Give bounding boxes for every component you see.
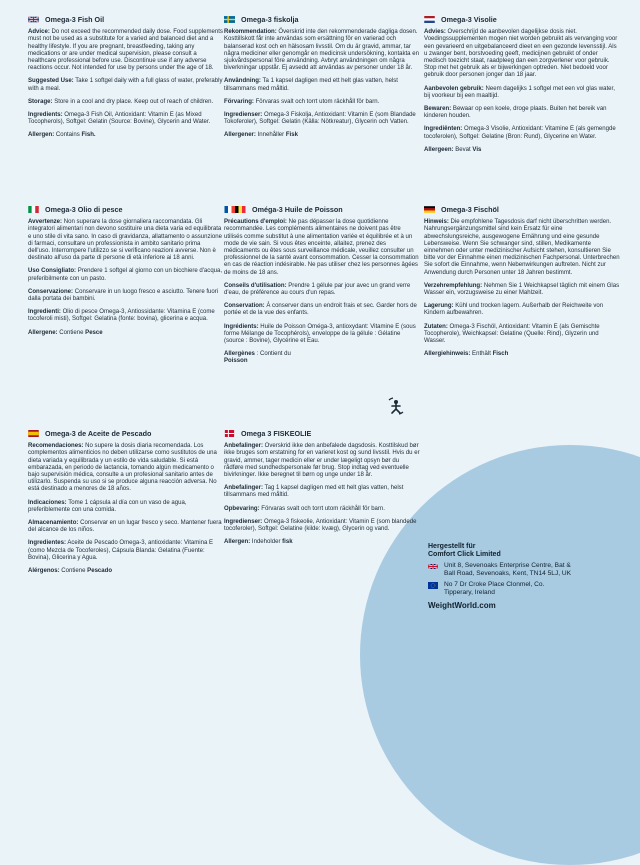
storage-paragraph: Lagerung: Kühl und trocken lagern. Außerhalb der Reichweite von Kindern aufbewahren. [424,303,604,317]
ingredients-paragraph: Ingredienti: Olio di pesce Omega-3, Antiossidante: Vitamina E (come tocoferoli misti), Softgel: Gelatina (fonte: bovina), glicerina e acqua. [28,309,215,323]
uk-address-row [428,562,628,578]
section-da [224,430,420,552]
ingredients-paragraph: Ingrédients: Huile de Poisson Oméga-3, antioxydant: Vitamine E (sous forme Mélange de Tocophérols), enveloppe de la gélule : Gélatine (source : Bovine), Glycérine et Eau. [224,323,416,345]
section-header [424,16,620,23]
section-title: Omega-3 Olio di pesce [45,205,123,214]
section-fr [224,206,420,372]
storage-paragraph: Opbevaring: Förvaras svalt och torrt utom räckhåll för barn. [224,505,385,512]
section-es [28,430,224,581]
allergen-paragraph: Allergene: Contiene Pesce [28,329,103,336]
section-title: Omega-3 Fischöl [441,205,499,214]
made-for-label: Hergestellt für [428,543,476,550]
section-header [28,16,224,23]
storage-paragraph: Conservation: À conserver dans un endroit frais et sec. Garder hors de portée et de la vue des enfants. [224,303,417,317]
section-sv [224,16,420,146]
recycling-logo-icon [386,396,406,416]
advice-paragraph: Rekommendation: Överskrid inte den rekommenderade dagliga dosen. Kosttillskott får inte användas som ersättning för en varierad och balanserad kost och en hälsosam livsstil. Om du är gravid, ammar, tar några mediciner eller genomgår en medicinsk undersökning, kontakta en sjukvårdspersonal före användning. Avbryt användningen om några biverkningar uppstår. Ej avsedd att användas av personer under 18 år. [224,29,419,72]
denmark-flag-icon [224,430,235,437]
germany-flag-icon [424,206,435,213]
section-title: Oméga-3 Huile de Poisson [252,205,343,214]
usage-paragraph: Verzehrempfehlung: Nehmen Sie 1 Weichkapsel täglich mit einem Glas Wasser ein, vorzugsweise zu einer Mahlzeit. [424,282,620,297]
allergen-paragraph: Allergènes : Contient du Poisson [224,351,291,365]
section-title: Omega 3 FISKEOLIE [241,429,312,438]
allergen-paragraph: Allergener: Innehåller Fisk [224,132,298,139]
company-name: Comfort Click Limited [428,551,501,558]
usage-paragraph: Suggested Use: Take 1 softgel daily with a full glass of water, preferably with a meal. [28,78,223,92]
allergen-paragraph: Alérgenos: Contiene Pescado [28,568,113,575]
ingredients-paragraph: Ingredienser: Omega-3 fiskeolie, Antioxidant: Vitamin E (som blandede tocoferoler), Softgel: Gelatine (kilde: kvæg), Glycerin og vand. [224,518,417,533]
storage-paragraph: Bewaren: Bewaar op een koele, droge plaats. Buiten het bereik van kinderen houden. [424,106,607,120]
advice-paragraph: Avvertenze: Non superare la dose giornaliera raccomandata. Gli integratori alimentari non devono sostituire una dieta varia ed equilibrata e uno stile di vita sano. In caso di gravidanza, allattamento o assunzione di farmaci, consultare un professionista in ambito sanitario prima dell'uso. Interrompere l'utilizzo se si verificano reazioni avverse. Non è destinato all'uso da parte di persone di età inferiore ai 18 anni. [28,219,222,262]
usage-paragraph: Användning: Ta 1 kapsel dagligen med ett helt glas vatten, helst tillsammans med måltid. [224,78,398,92]
italy-flag-icon [28,206,39,213]
ingredients-paragraph: Ingredienser: Omega-3 Fiskolja, Antioxidant: Vitamin E (som Blandade Tokoferoler), Softgel: Gelatin (Källa: Nötkreatur), Glycerin och Vatten. [224,112,416,126]
usage-paragraph: Uso Consigliato: Prendere 1 softgel al giorno con un bicchiere d'acqua, preferibilmente con un pasto. [28,268,223,282]
section-header [28,206,224,213]
advice-paragraph: Advice: Do not exceed the recommended daily dose. Food supplements must not be used as a substitute for a varied and balanced diet and a healthy lifestyle. If you are pregnant, breastfeeding, taking any medications or are under medical supervision, please consult a healthcare professional before use. Discontinue use if any adverse reactions occur. Not intended for use by persons under the age of 18. [28,29,223,72]
section-title: Omega-3 Fish Oil [45,15,105,24]
sweden-flag-icon [224,16,235,23]
allergen-paragraph: Allergiehinweis: Enthält Fisch [424,351,509,358]
storage-paragraph: Förvaring: Förvaras svalt och torrt utom räckhåll för barn. [224,98,380,105]
section-header [424,206,620,213]
section-title: Omega-3 fiskolja [241,15,299,24]
storage-paragraph: Conservazione: Conservare in un luogo fresco e asciutto. Tenere fuori dalla portata dei bambini. [28,288,219,303]
section-title: Omega-3 Visolie [441,15,497,24]
ingredients-paragraph: Zutaten: Omega-3 Fischöl, Antioxidant: Vitamin E (als Gemischte Tocopherole), Weichkapsel: Gelatine (Quelle: Rind), Glyzerin und Wasser. [424,323,600,345]
spain-flag-icon [28,430,39,437]
section-title: Omega-3 de Aceite de Pescado [45,429,152,438]
section-de [424,206,620,364]
eu-flag-icon [428,582,438,589]
usage-paragraph: Conseils d'utilisation: Prendre 1 gélule par jour avec un grand verre d'eau, de préférence au cours d'un repas. [224,282,411,297]
usage-paragraph: Aanbevolen gebruik: Neem dagelijks 1 softgel met een vol glas water, bij voorkeur bij een maaltijd. [424,85,615,99]
uk-address: Unit 8, Sevenoaks Enterprise Centre, Bat & Ball Road, Sevenoaks, Kent, TN14 5LJ, UK [444,562,572,577]
allergen-paragraph: Allergen: Contains Fish. [28,132,96,139]
website-link[interactable]: WeightWorld.com [428,601,496,610]
uk-flag-icon [28,16,39,23]
advice-paragraph: Advies: Overschrijd de aanbevolen dagelijkse dosis niet. Voedingssupplementen mogen niet worden gebruikt als vervanging voor een gevarieerd en uitgebalanceerd dieet en een gezonde levensstijl. Als u zwanger bent, borstvoeding geeft, medicijnen gebruikt of onder medisch toezicht staat, raadpleeg dan een zorgverlener voor gebruik. Stop met het gebruik als er bijwerkingen optreden. Niet bedoeld voor gebruik door personen jonger dan 18 jaar. [424,29,618,79]
storage-paragraph: Almacenamiento: Conservar en un lugar fresco y seco. Mantener fuera del alcance de los niños. [28,520,222,534]
usage-paragraph: Anbefalinger: Tag 1 kapsel dagligen med ett helt glas vatten, helst tillsammans med måltid. [224,485,404,499]
section-it [28,206,224,343]
section-en [28,16,224,146]
section-header [224,430,420,437]
advice-paragraph: Anbefalinger: Overskrid ikke den anbefalede dagsdosis. Kosttilskud bør ikke bruges som erstatning for en varieret kost og sund livsstil. Hvis du er gravid, ammer, tager medicin eller er under lægeligt opsyn bør du rådføre med sundhedspersonale før brug. Stop indtag ved eventuelle bivirkninger. Ikke beregnet til børn og unge under 18 år. [224,443,420,479]
advice-paragraph: Précautions d'emploi: Ne pas dépasser la dose quotidienne recommandée. Les compléments alimentaires ne doivent pas être utilisés comme substitut à une alimentation variée et équilibrée et à un mode de vie sain. Si vous êtes enceinte, allaitez, prenez des médicaments ou êtes sous surveillance médicale, veuillez consulter un professionnel de la santé avant consommation. Cesser la consommation en cas de réaction indésirable. Ne pas utiliser chez les personnes âgées de moins de 18 ans. [224,219,419,276]
uk-flag-icon [428,563,438,570]
allergen-paragraph: Allergen: Indeholder fisk [224,539,293,546]
ie-address-row [428,581,628,597]
section-header [224,16,420,23]
netherlands-flag-icon [424,16,435,23]
ingredients-paragraph: Ingredients: Omega-3 Fish Oil, Antioxidant: Vitamin E (as Mixed Tocopherols), Softgel: Gelatin (Source: Bovine), Glycerin and Water. [28,112,211,126]
allergen-paragraph: Allergeen: Bevat Vis [424,146,482,153]
section-header [224,206,420,213]
section-nl [424,16,620,160]
section-header [28,430,224,437]
france-belgium-flags-icon [224,206,246,213]
manufacturer-footer [428,543,628,610]
usage-paragraph: Indicaciones: Tome 1 cápsula al día con un vaso de agua, preferiblemente con una comida. [28,499,187,513]
ie-address: No 7 Dr Croke Place Clonmel, Co. Tipperary, Ireland [444,581,545,596]
ingredients-paragraph: Ingrediënten: Omega-3 Visolie, Antioxidant: Vitamine E (als gemengde tocoferolen), Softgel: Gelatine (Bron: Rund), Glycerine en Water. [424,126,616,140]
storage-paragraph: Storage: Store in a cool and dry place. Keep out of reach of children. [28,98,214,105]
ingredients-paragraph: Ingredientes: Aceite de Pescado Omega-3, antioxidante: Vitamina E (como Mezcla de Tocoferoles), Cápsula Blanda: Gelatina (Fuente: Bovina), Glicerina y Agua. [28,540,214,561]
advice-paragraph: Hinweis: Die empfohlene Tagesdosis darf nicht überschritten werden. Nahrungsergänzungsmittel sind kein Ersatz für eine abwechslungsreiche, ausgewogene Ernährung und eine gesunde Lebensweise. Wenn Sie schwanger sind, stillen, Medikamente einnehmen oder unter medizinischer Aufsicht stehen, konsultieren Sie bitte vor der Einnahme einen medizinischen Fachpersonal. Unterbrechen Sie sofort die Einnahme, wenn Nebenwirkungen auftreten. Nicht zur Anwendung durch Personen unter 18 Jahren bestimmt. [424,219,620,276]
advice-paragraph: Recomendaciones: No supere la dosis diaria recomendada. Los complementos alimenticios no deben utilizarse como sustitutos de una dieta variada y equilibrada y un estilo de vida saludable. Si está embarazada, en periodo de lactancia, tomando algún medicamento o bajo supervisión médica, consulte a un profesional sanitario antes de utilizarlo. Suspenda su uso si se produce alguna reacción adversa. No está destinado a menores de 18 años. [28,443,217,493]
